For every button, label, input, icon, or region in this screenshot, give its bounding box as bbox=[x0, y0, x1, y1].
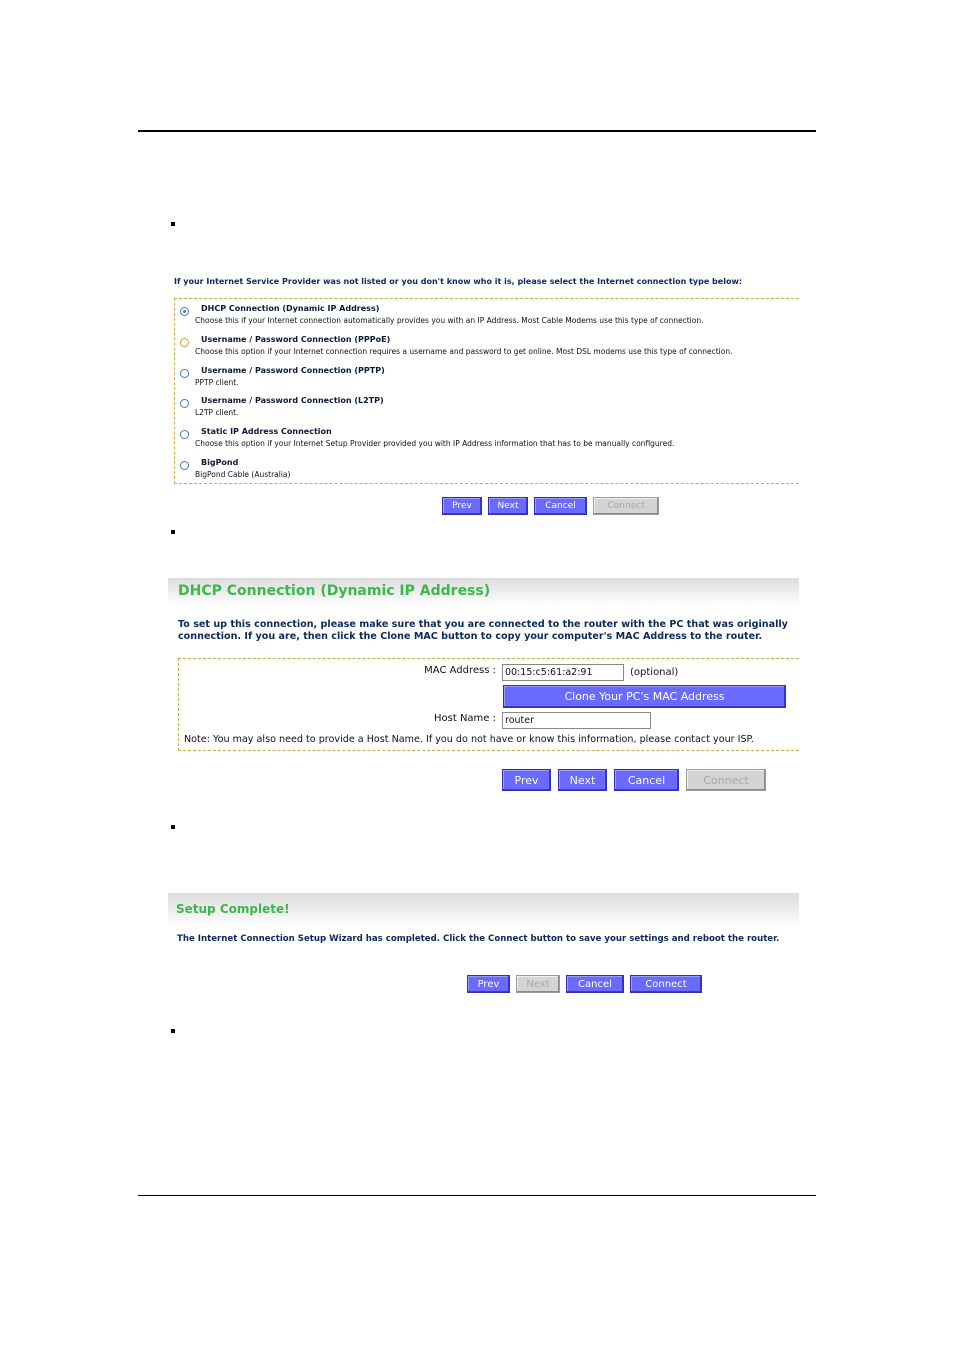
connect-button[interactable]: Connect bbox=[686, 769, 766, 791]
cancel-button[interactable]: Cancel bbox=[534, 497, 587, 515]
connect-button[interactable]: Connect bbox=[593, 497, 659, 515]
option-title: Username / Password Connection (PPTP) bbox=[201, 366, 385, 375]
optional-label: (optional) bbox=[630, 667, 679, 678]
setup-complete-title: Setup Complete! bbox=[176, 902, 290, 916]
mac-address-input[interactable] bbox=[502, 664, 624, 681]
bullet-4 bbox=[171, 1029, 175, 1033]
option-title: Static IP Address Connection bbox=[201, 427, 332, 436]
connect-button[interactable]: Connect bbox=[630, 975, 702, 993]
option-title: Username / Password Connection (PPPoE) bbox=[201, 335, 391, 344]
header-rule bbox=[138, 130, 816, 132]
next-button[interactable]: Next bbox=[488, 497, 528, 515]
option-title: DHCP Connection (Dynamic IP Address) bbox=[201, 304, 380, 313]
option-title: BigPond bbox=[201, 458, 239, 467]
setup-complete-description: The Internet Connection Setup Wizard has completed. Click the Connect button to save your settings and reboot the router. bbox=[177, 934, 780, 944]
mac-address-label: MAC Address : bbox=[424, 665, 496, 676]
option-desc: Choose this option if your Internet Setup Provider provided you with IP Address information that has to be manually configured. bbox=[195, 439, 675, 448]
radio-dhcp[interactable] bbox=[180, 307, 189, 316]
host-name-note: Note: You may also need to provide a Host Name. If you do not have or know this information, please contact your ISP. bbox=[184, 734, 754, 745]
option-title: Username / Password Connection (L2TP) bbox=[201, 396, 384, 405]
connection-type-box bbox=[174, 298, 799, 484]
next-button[interactable]: Next bbox=[558, 769, 607, 791]
dhcp-description: To set up this connection, please make sure that you are connected to the router with the PC that was originally connection. If you are, then click the Clone MAC button to copy your computer's MAC Address to the router. bbox=[178, 619, 788, 642]
option-desc: PPTP client. bbox=[195, 378, 239, 387]
option-desc: Choose this if your Internet connection automatically provides you with an IP Address. Most Cable Modems use this type of connection. bbox=[195, 316, 704, 325]
radio-static[interactable] bbox=[180, 430, 189, 439]
page-title: DHCP Connection (Dynamic IP Address) bbox=[178, 583, 491, 599]
bullet-1 bbox=[171, 222, 175, 226]
footer-rule bbox=[138, 1195, 816, 1196]
cancel-button[interactable]: Cancel bbox=[566, 975, 624, 993]
connection-type-intro: If your Internet Service Provider was not listed or you don't know who it is, please select the Internet connection type below: bbox=[174, 277, 743, 286]
radio-pppoe[interactable] bbox=[180, 338, 189, 347]
bullet-3 bbox=[171, 825, 175, 829]
clone-mac-button[interactable]: Clone Your PC's MAC Address bbox=[503, 685, 786, 708]
setup-complete-header bbox=[168, 893, 799, 927]
dhcp-header bbox=[168, 578, 799, 606]
prev-button[interactable]: Prev bbox=[467, 975, 510, 993]
option-desc: Choose this option if your Internet connection requires a username and password to get online. Most DSL modems use this type of connection. bbox=[195, 347, 733, 356]
radio-pptp[interactable] bbox=[180, 369, 189, 378]
option-desc: L2TP client. bbox=[195, 408, 239, 417]
radio-l2tp[interactable] bbox=[180, 399, 189, 408]
cancel-button[interactable]: Cancel bbox=[614, 769, 679, 791]
radio-bigpond[interactable] bbox=[180, 461, 189, 470]
prev-button[interactable]: Prev bbox=[442, 497, 482, 515]
prev-button[interactable]: Prev bbox=[502, 769, 551, 791]
next-button[interactable]: Next bbox=[516, 975, 560, 993]
host-name-input[interactable] bbox=[502, 712, 651, 729]
host-name-label: Host Name : bbox=[434, 713, 496, 724]
bullet-2 bbox=[171, 530, 175, 534]
option-desc: BigPond Cable (Australia) bbox=[195, 470, 291, 479]
